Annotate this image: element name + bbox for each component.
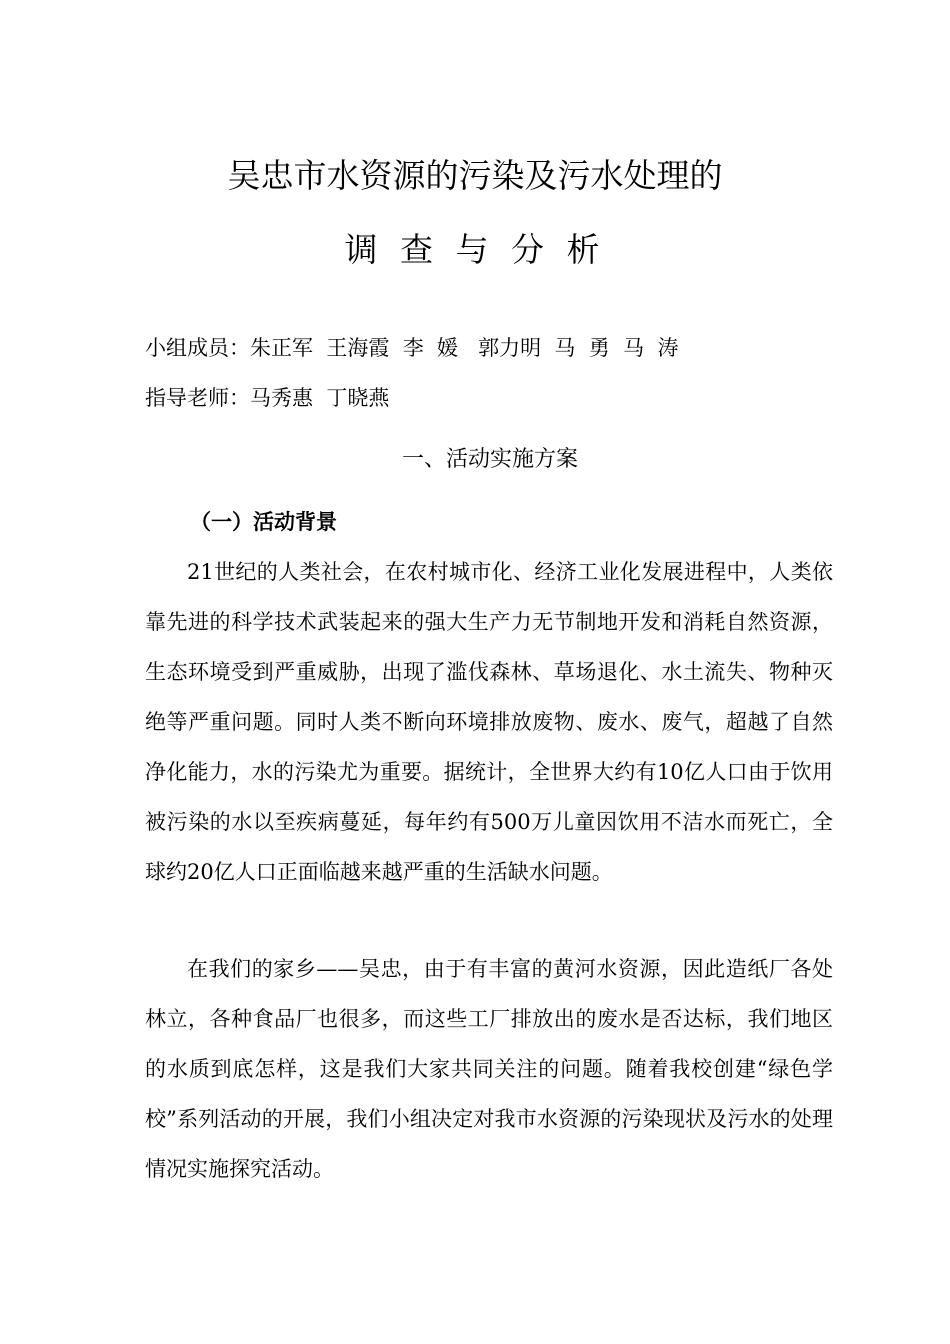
members-label: 小组成员： xyxy=(145,336,250,360)
body-paragraph-2: 在我们的家乡——吴忠，由于有丰富的黄河水资源，因此造纸厂各处林立，各种食品厂也很多，而这些工厂排放出的废水是否达标，我们地区的水质到底怎样，这是我们大家共同关注的问题。随着我校创建“绿色学校”系列活动的开展，我们小组决定对我市水资源的污染现状及污水的处理情况实施探究活动。 xyxy=(145,957,833,1181)
advisors xyxy=(145,382,845,414)
title-line-2: 调 查 与 分 析 xyxy=(344,230,606,269)
members-value: 朱正军 王海霞 李 媛 郭力明 马 勇 马 涛 xyxy=(250,336,679,360)
title-line-1: 吴忠市水资源的污染及污水处理的 xyxy=(227,156,723,195)
advisors-label: 指导老师： xyxy=(145,386,250,410)
sub-heading: （一）活动背景 xyxy=(190,509,337,534)
section-heading: 一、活动实施方案 xyxy=(401,447,578,472)
group-members xyxy=(145,332,845,364)
advisors-value: 马秀惠 丁晓燕 xyxy=(250,386,390,410)
body-paragraph-1: 21世纪的人类社会，在农村城市化、经济工业化发展进程中，人类依靠先进的科学技术武装起来的强大生产力无节制地开发和消耗自然资源，生态环境受到严重威胁，出现了滥伐森林、草场退化、水土流失、物种灭绝等严重问题。同时人类不断向环境排放废物、废水、废气，超越了自然净化能力，水的污染尤为重要。据统计，全世界大约有10亿人口由于饮用被污染的水以至疾病蔓延，每年约有500万儿童因饮用不洁水而死亡，全球约20亿人口正面临越来越严重的生活缺水问题。 xyxy=(145,560,833,884)
